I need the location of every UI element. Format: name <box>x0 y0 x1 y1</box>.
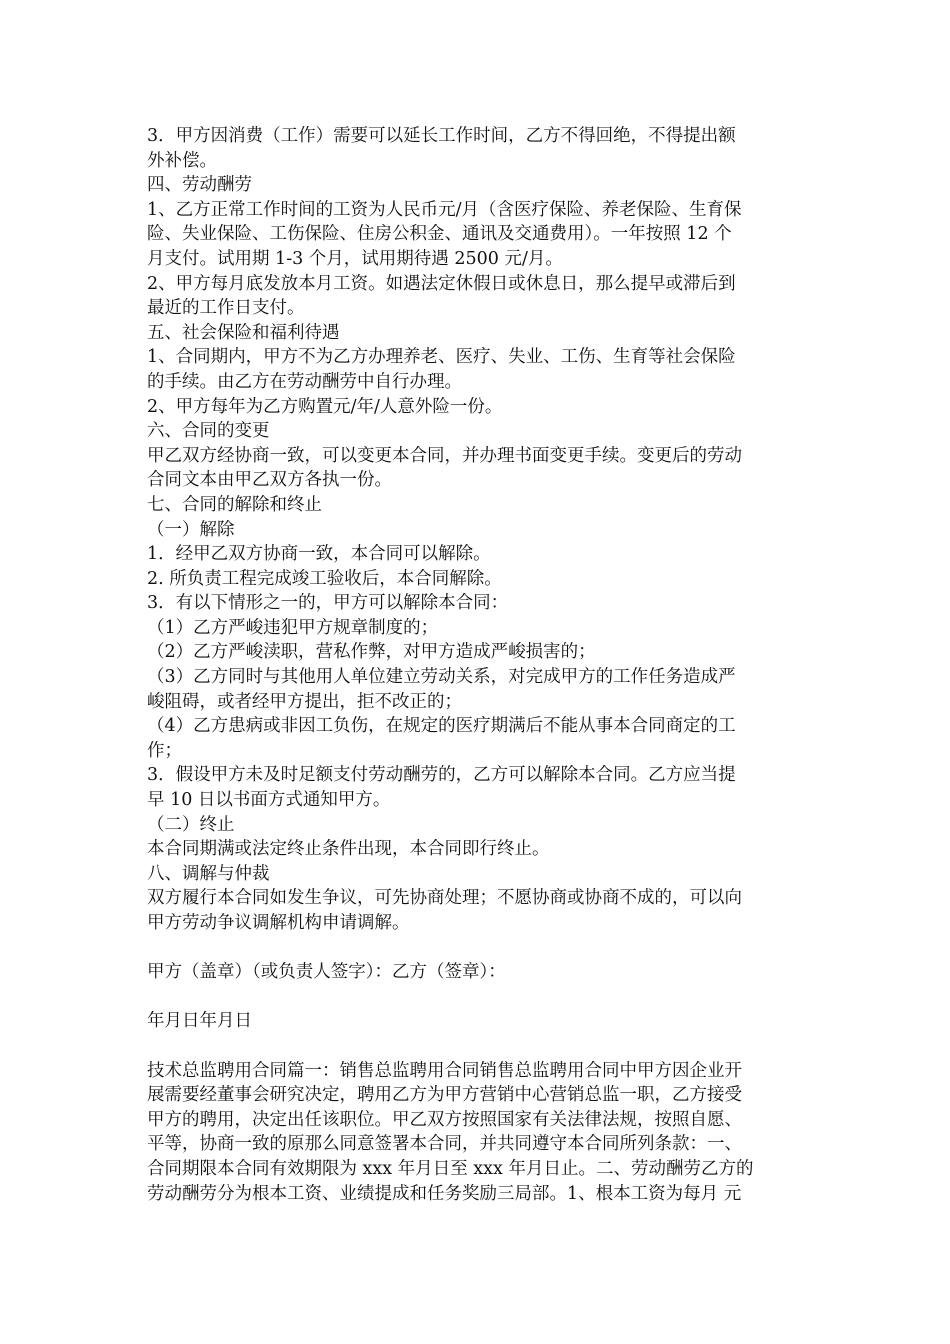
text-line: （2）乙方严峻渎职，营私作弊，对甲方造成严峻损害的； <box>147 642 596 663</box>
text-line: 合同期限本合同有效期限为 xxx 年月日至 xxx 年月日止。二、劳动酬劳乙方的 <box>147 1158 754 1179</box>
text-line: 甲乙双方经协商一致，可以变更本合同，并办理书面变更手续。变更后的劳动 <box>147 445 742 466</box>
text-line: 四、劳动酬劳 <box>147 175 252 196</box>
signature-line: 甲方（盖章）（或负责人签字）：乙方（签章）： <box>147 962 506 983</box>
text-line: （4）乙方患病或非因工负伤，在规定的医疗期满后不能从事本合同商定的工 <box>147 716 736 737</box>
text-line: （1）乙方严峻违犯甲方规章制度的； <box>147 617 439 638</box>
document-page <box>147 124 807 1206</box>
spacer <box>147 1034 807 1059</box>
text-line: 七、合同的解除和终止 <box>147 494 322 515</box>
text-line: 双方履行本合同如发生争议，可先协商处理；不愿协商或协商不成的，可以向 <box>147 888 742 909</box>
text-line: 1、乙方正常工作时间的工资为人民币元/月（含医疗保险、养老保险、生育保 <box>147 199 742 220</box>
spacer <box>147 936 807 961</box>
text-line: 五、社会保险和福利待遇 <box>147 322 340 343</box>
text-line: 2、甲方每月底发放本月工资。如遇法定休假日或休息日，那么提早或滞后到 <box>147 273 736 294</box>
text-line: 外补偿。 <box>147 150 217 171</box>
text-line: 早 10 日以书面方式通知甲方。 <box>147 790 391 811</box>
text-line: 1．经甲乙双方协商一致，本合同可以解除。 <box>147 544 491 565</box>
text-line: 作； <box>147 740 182 761</box>
text-line: 3．甲方因消费（工作）需要可以延长工作时间，乙方不得回绝，不得提出额 <box>147 126 736 146</box>
text-line: 最近的工作日支付。 <box>147 298 305 319</box>
text-line: 合同文本由甲乙双方各执一份。 <box>147 470 392 491</box>
text-line: 平等，协商一致的原那么同意签署本合同，并共同遵守本合同所列条款：一、 <box>147 1134 742 1155</box>
text-line: 甲方劳动争议调解机构申请调解。 <box>147 913 410 933</box>
text-line: 1、合同期内，甲方不为乙方办理养老、医疗、失业、工伤、生育等社会保险 <box>147 347 736 368</box>
text-line: 甲方的聘用，决定出任该职位。甲乙双方按照国家有关法律法规，按照自愿、 <box>147 1109 742 1130</box>
text-line: 本合同期满或法定终止条件出现，本合同即行终止。 <box>147 839 550 860</box>
text-line: （二）终止 <box>147 814 235 835</box>
contract-clauses <box>147 124 807 936</box>
text-line: 月支付。试用期 1-3 个月，试用期待遇 2500 元/月。 <box>147 248 563 269</box>
date-line: 年月日年月日 <box>147 1011 252 1032</box>
text-line: 3．假设甲方未及时足额支付劳动酬劳的，乙方可以解除本合同。乙方应当提 <box>147 765 736 786</box>
text-line: 2、甲方每年为乙方购置元/年/人意外险一份。 <box>147 396 503 417</box>
text-line: 技术总监聘用合同篇一：销售总监聘用合同销售总监聘用合同中甲方因企业开 <box>147 1060 742 1081</box>
text-line: （3）乙方同时与其他用人单位建立劳动关系，对完成甲方的工作任务造成严 <box>147 667 736 688</box>
text-line: 峻阻碍，或者经甲方提出，拒不改正的； <box>147 691 462 712</box>
text-line: 2. 所负责工程完成竣工验收后，本合同解除。 <box>147 568 502 589</box>
article-paragraph <box>147 1059 807 1207</box>
text-line: 3．有以下情形之一的，甲方可以解除本合同： <box>147 593 509 614</box>
text-line: 劳动酬劳分为根本工资、业绩提成和任务奖励三局部。1、根本工资为每月 元 <box>147 1183 742 1204</box>
text-line: 险、失业保险、工伤保险、住房公积金、通讯及交通费用）。一年按照 12 个 <box>147 224 732 245</box>
text-line: 六、合同的变更 <box>147 421 270 442</box>
text-line: 的手续。由乙方在劳动酬劳中自行办理。 <box>147 371 462 392</box>
text-line: （一）解除 <box>147 519 235 540</box>
spacer <box>147 985 807 1010</box>
text-line: 展需要经董事会研究决定，聘用乙方为甲方营销中心营销总监一职，乙方接受 <box>147 1085 742 1106</box>
text-line: 八、调解与仲裁 <box>147 863 270 884</box>
